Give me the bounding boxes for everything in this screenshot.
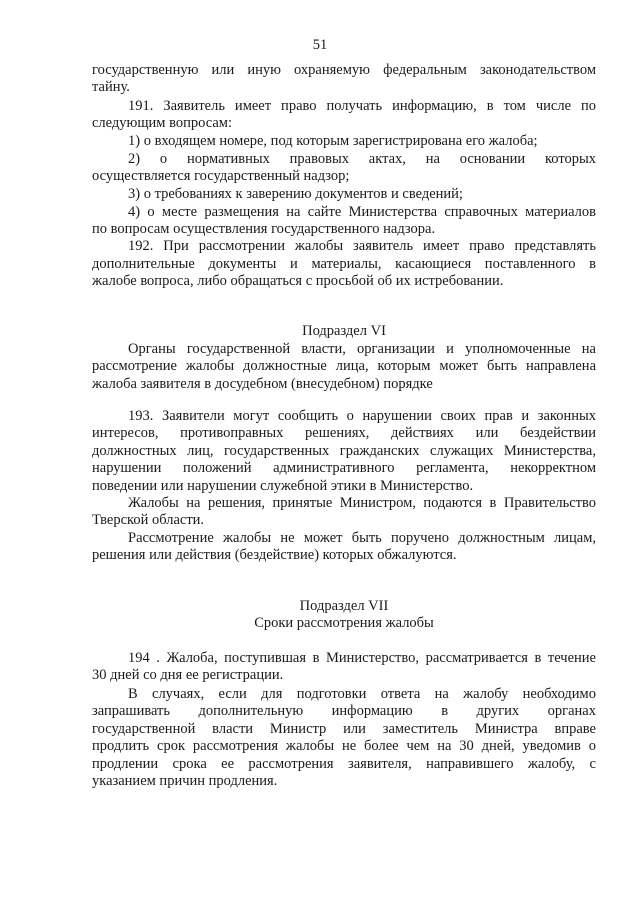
- text-line: осуществляется государственный надзор;: [92, 168, 350, 184]
- text-line: Тверской области.: [92, 512, 205, 528]
- text-line: тайну.: [92, 79, 130, 95]
- text-line: 192. При рассмотрении жалобы заявитель имеет право представлять: [128, 238, 596, 254]
- text-line: продлить срок рассмотрения жалобы не более чем на 30 дней, уведомив о: [92, 738, 596, 754]
- section-title-line: жалоба заявителя в досудебном (внесудебном) порядке: [92, 376, 433, 392]
- text-line: решения или действия (бездействие) которых обжалуются.: [92, 547, 457, 563]
- text-line: нарушении положений административного регламента, некорректном: [92, 460, 596, 476]
- text-line: следующим вопросам:: [92, 115, 232, 131]
- text-line: поведении или нарушении служебной этики в Министерство.: [92, 478, 474, 494]
- text-line: В случаях, если для подготовки ответа на жалобу необходимо: [128, 686, 596, 702]
- text-line: 194 . Жалоба, поступившая в Министерство, рассматривается в течение: [128, 650, 596, 666]
- text-line: 193. Заявители могут сообщить о нарушении своих прав и законных: [128, 408, 596, 424]
- text-line: должностных лиц, государственных гражданских служащих Министерства,: [92, 443, 596, 459]
- section-title-line: Сроки рассмотрения жалобы: [254, 615, 434, 631]
- text-line: 2) о нормативных правовых актах, на основании которых: [128, 151, 596, 167]
- text-line: запрашивать дополнительную информацию в других органах: [92, 703, 596, 719]
- text-line: по вопросам осуществления государственного надзора.: [92, 221, 436, 237]
- text-line: указанием причин продления.: [92, 773, 278, 789]
- text-line: дополнительные документы и материалы, касающиеся поставленного в: [92, 256, 596, 272]
- text-line: 3) о требованиях к заверению документов и сведений;: [128, 186, 463, 202]
- text-line: государственной власти Министр или заместитель Министра вправе: [92, 721, 596, 737]
- text-line: 30 дней со дня ее регистрации.: [92, 667, 284, 683]
- text-line: жалобе вопроса, либо обращаться с просьбой об их истребовании.: [92, 273, 504, 289]
- section-heading: Подраздел VII: [299, 598, 389, 614]
- text-line: 191. Заявитель имеет право получать информацию, в том числе по: [128, 98, 596, 114]
- text-line: Жалобы на решения, принятые Министром, подаются в Правительство: [128, 495, 596, 511]
- text-line: продлении срока ее рассмотрения заявителя, направившего жалобу, с: [92, 756, 596, 772]
- page-number: 51: [312, 37, 328, 53]
- text-line: 1) о входящем номере, под которым зарегистрирована его жалоба;: [128, 133, 538, 149]
- text-line: Рассмотрение жалобы не может быть поручено должностным лицам,: [128, 530, 596, 546]
- section-title-line: рассмотрение жалобы должностные лица, которым может быть направлена: [92, 358, 596, 374]
- text-line: интересов, противоправных решениях, действиях или бездействии: [92, 425, 596, 441]
- text-line: государственную или иную охраняемую федеральным законодательством: [92, 62, 596, 78]
- section-title-line: Органы государственной власти, организации и уполномоченные на: [128, 341, 596, 357]
- section-heading: Подраздел VI: [302, 323, 386, 339]
- text-line: 4) о месте размещения на сайте Министерства справочных материалов: [128, 204, 596, 220]
